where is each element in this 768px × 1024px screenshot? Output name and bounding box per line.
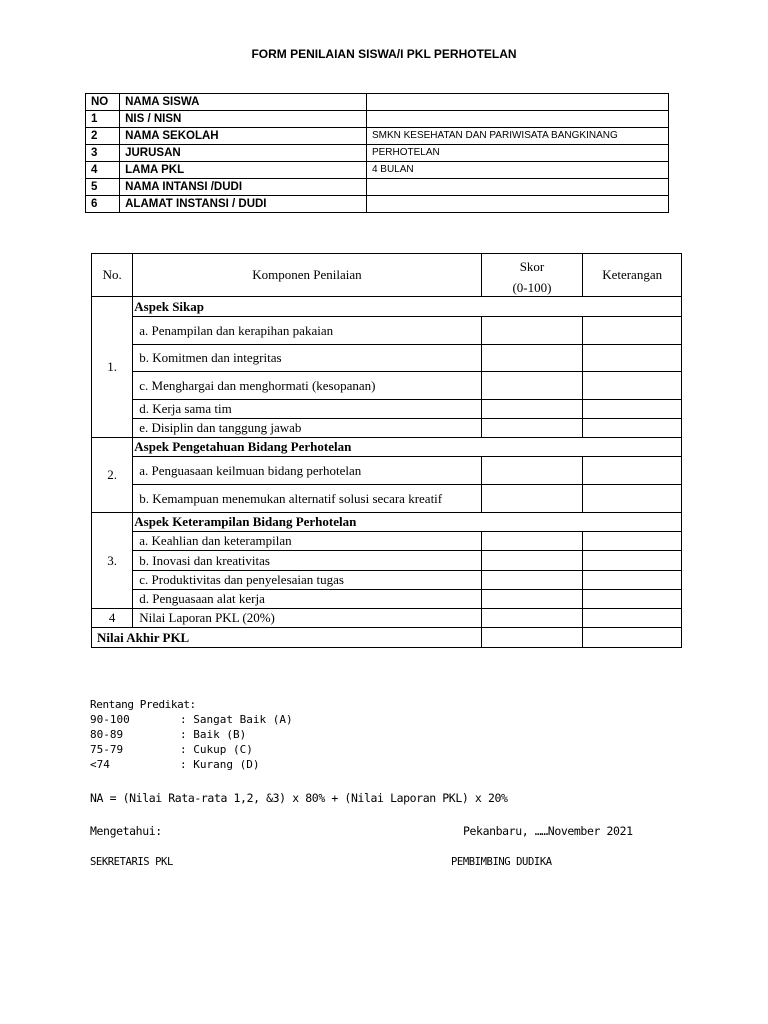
score-cell[interactable]	[481, 551, 583, 571]
score-cell[interactable]	[481, 419, 583, 438]
final-score-label: Nilai Akhir PKL	[92, 628, 482, 648]
predikat-desc: : Baik (B)	[180, 728, 247, 741]
header-no: No.	[92, 254, 133, 297]
header-score	[481, 254, 583, 297]
identity-value[interactable]	[366, 94, 668, 111]
identity-label: NAMA SISWA	[120, 94, 367, 111]
aspect-row	[92, 438, 682, 457]
score-cell[interactable]	[481, 345, 583, 372]
remarks-cell[interactable]	[583, 317, 682, 345]
identity-label: NIS / NISN	[120, 111, 367, 128]
industry-supervisor-label: PEMBIMBING DUDIKA	[451, 856, 552, 868]
score-cell[interactable]	[481, 317, 583, 345]
aspect-title: Aspek Pengetahuan Bidang Perhotelan	[133, 438, 682, 457]
predikat-range: 90-100	[90, 713, 130, 726]
identity-row	[86, 145, 669, 162]
section-number: 3.	[92, 513, 133, 609]
criteria-label: d. Penguasaan alat kerja	[133, 590, 481, 609]
aspect-title: Aspek Sikap	[133, 297, 682, 317]
criteria-row	[92, 400, 682, 419]
report-number: 4	[92, 609, 133, 628]
identity-no: 2	[86, 128, 120, 145]
predikat-heading: Rentang Predikat:	[90, 698, 196, 711]
identity-value[interactable]	[366, 196, 668, 213]
student-identity-table	[85, 93, 669, 213]
criteria-label: b. Komitmen dan integritas	[133, 345, 481, 372]
header-component: Komponen Penilaian	[133, 254, 481, 297]
remarks-cell[interactable]	[583, 532, 682, 551]
aspect-row	[92, 513, 682, 532]
report-label: Nilai Laporan PKL (20%)	[133, 609, 481, 628]
predikat-range: 80-89	[90, 728, 124, 741]
criteria-label: a. Penguasaan keilmuan bidang perhotelan	[133, 457, 481, 485]
identity-value[interactable]: 4 BULAN	[366, 162, 668, 179]
criteria-row	[92, 345, 682, 372]
criteria-row	[92, 317, 682, 345]
criteria-row	[92, 551, 682, 571]
form-title: FORM PENILAIAN SISWA/I PKL PERHOTELAN	[251, 47, 517, 61]
header-score-range: (0-100)	[512, 280, 552, 295]
identity-row	[86, 94, 669, 111]
criteria-label: b. Kemampuan menemukan alternatif solusi secara kreatif	[133, 485, 481, 513]
predikat-desc: : Cukup (C)	[180, 743, 253, 756]
section-number: 1.	[92, 297, 133, 438]
predikat-range: 75-79	[90, 743, 124, 756]
criteria-row	[92, 590, 682, 609]
identity-value[interactable]	[366, 179, 668, 196]
remarks-cell[interactable]	[583, 372, 682, 400]
remarks-cell[interactable]	[583, 551, 682, 571]
assessment-header-row	[92, 254, 682, 297]
identity-row	[86, 179, 669, 196]
remarks-cell[interactable]	[583, 457, 682, 485]
identity-label: JURUSAN	[120, 145, 367, 162]
final-score-row	[92, 628, 682, 648]
criteria-label: e. Disiplin dan tanggung jawab	[133, 419, 481, 438]
score-cell[interactable]	[481, 590, 583, 609]
assessment-table	[91, 253, 682, 648]
identity-no: 3	[86, 145, 120, 162]
score-cell[interactable]	[481, 532, 583, 551]
remarks-cell[interactable]	[583, 345, 682, 372]
identity-row	[86, 162, 669, 179]
header-remarks: Keterangan	[583, 254, 682, 297]
predikat-desc: : Kurang (D)	[180, 758, 260, 771]
final-remarks-cell[interactable]	[583, 628, 682, 648]
criteria-label: c. Menghargai dan menghormati (kesopanan)	[133, 372, 481, 400]
predikat-desc: : Sangat Baik (A)	[180, 713, 293, 726]
identity-label: NAMA INTANSI /DUDI	[120, 179, 367, 196]
criteria-label: c. Produktivitas dan penyelesaian tugas	[133, 571, 481, 590]
criteria-label: a. Keahlian dan keterampilan	[133, 532, 481, 551]
predikat-range: <74	[90, 758, 110, 771]
acknowledged-label: Mengetahui:	[90, 824, 162, 838]
identity-label: NAMA SEKOLAH	[120, 128, 367, 145]
identity-no: 4	[86, 162, 120, 179]
identity-label: ALAMAT INSTANSI / DUDI	[120, 196, 367, 213]
identity-row	[86, 111, 669, 128]
criteria-label: d. Kerja sama tim	[133, 400, 481, 419]
score-cell[interactable]	[481, 485, 583, 513]
criteria-label: b. Inovasi dan kreativitas	[133, 551, 481, 571]
identity-no: 1	[86, 111, 120, 128]
criteria-row	[92, 457, 682, 485]
identity-value[interactable]	[366, 111, 668, 128]
score-cell[interactable]	[481, 571, 583, 590]
remarks-cell[interactable]	[583, 571, 682, 590]
section-number: 2.	[92, 438, 133, 513]
criteria-row	[92, 532, 682, 551]
identity-no: NO	[86, 94, 120, 111]
aspect-row	[92, 297, 682, 317]
formula-text: NA = (Nilai Rata-rata 1,2, &3) x 80% + (Nilai Laporan PKL) x 20%	[90, 791, 508, 805]
criteria-row	[92, 419, 682, 438]
criteria-row	[92, 485, 682, 513]
remarks-cell[interactable]	[583, 485, 682, 513]
identity-label: LAMA PKL	[120, 162, 367, 179]
score-cell[interactable]	[481, 457, 583, 485]
identity-no: 6	[86, 196, 120, 213]
header-score-label: Skor	[519, 259, 545, 274]
identity-value[interactable]: PERHOTELAN	[366, 145, 668, 162]
criteria-row	[92, 372, 682, 400]
score-cell[interactable]	[481, 372, 583, 400]
identity-row	[86, 128, 669, 145]
remarks-cell[interactable]	[583, 419, 682, 438]
identity-value[interactable]: SMKN KESEHATAN DAN PARIWISATA BANGKINANG	[366, 128, 668, 145]
remarks-cell[interactable]	[583, 400, 682, 419]
final-score-cell[interactable]	[481, 628, 583, 648]
identity-no: 5	[86, 179, 120, 196]
remarks-cell[interactable]	[583, 590, 682, 609]
identity-row	[86, 196, 669, 213]
report-row	[92, 609, 682, 628]
aspect-title: Aspek Keterampilan Bidang Perhotelan	[133, 513, 682, 532]
criteria-label: a. Penampilan dan kerapihan pakaian	[133, 317, 481, 345]
score-cell[interactable]	[481, 400, 583, 419]
score-cell[interactable]	[481, 609, 583, 628]
remarks-cell[interactable]	[583, 609, 682, 628]
criteria-row	[92, 571, 682, 590]
place-date: Pekanbaru, ……November 2021	[463, 824, 633, 838]
pkl-secretary-label: SEKRETARIS PKL	[90, 856, 173, 868]
